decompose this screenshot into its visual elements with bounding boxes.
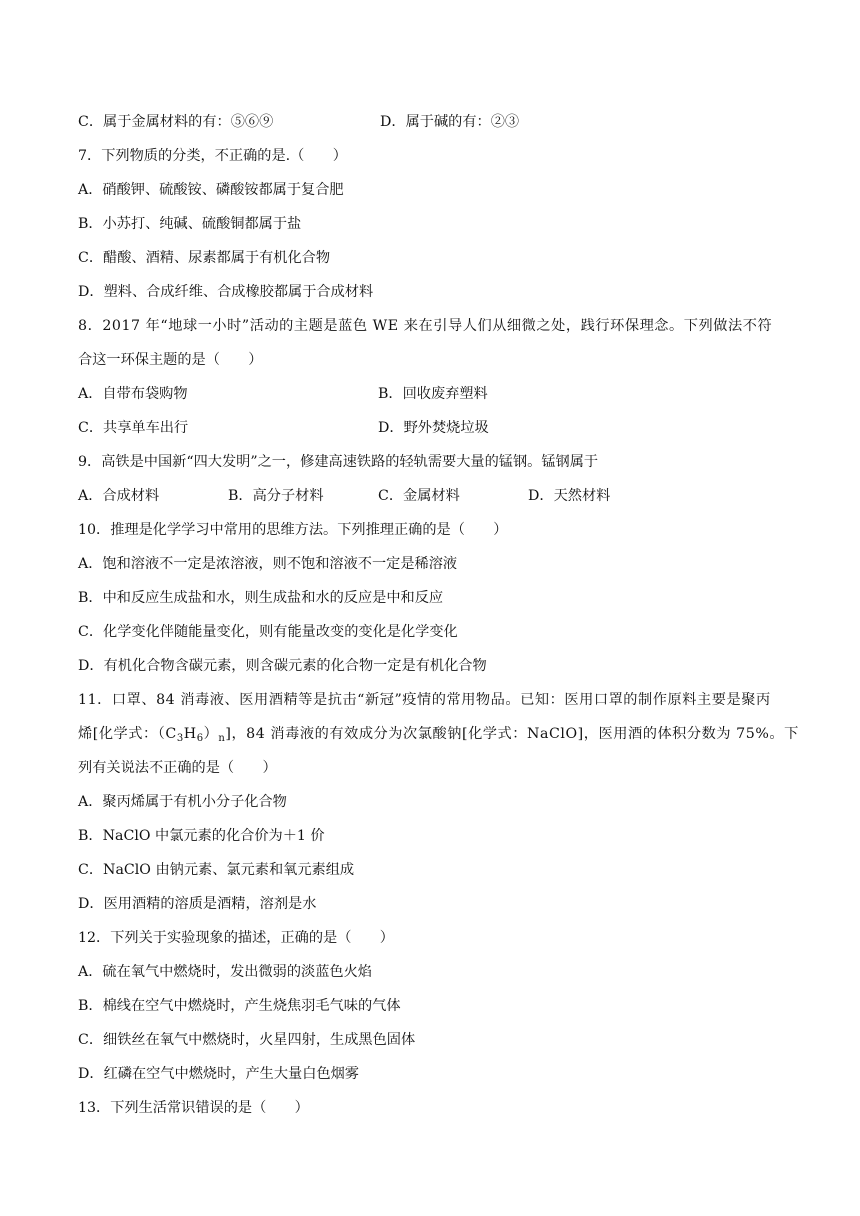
question-12: 12．下列关于实验现象的描述，正确的是（ ） [78, 930, 394, 946]
option-b: B．高分子材料 [228, 488, 324, 504]
option-a: A．合成材料 [78, 488, 160, 504]
subscript: 6 [196, 733, 204, 744]
option-a: A．饱和溶液不一定是浓溶液，则不饱和溶液不一定是稀溶液 [78, 556, 458, 572]
question-11-continued: 列有关说法不正确的是（ ） [78, 760, 277, 776]
option-b: B．回收废弃塑料 [378, 386, 488, 402]
option-c: C．化学变化伴随能量变化，则有能量改变的变化是化学变化 [78, 624, 458, 640]
option-d: D．医用酒精的溶质是酒精，溶剂是水 [78, 896, 317, 912]
question-9: 9．高铁是中国新“四大发明”之一，修建高速铁路的轻轨需要大量的锰钢。锰钢属于 [78, 454, 599, 470]
option-d: D．野外焚烧垃圾 [378, 420, 489, 436]
option-c: C．共享单车出行 [78, 420, 189, 436]
option-c: C．细铁丝在氧气中燃烧时，火星四射，生成黑色固体 [78, 1032, 416, 1048]
option-a: A．自带布袋购物 [78, 386, 188, 402]
option-c: C．醋酸、酒精、尿素都属于有机化合物 [78, 250, 331, 266]
option-c: C．NaClO 由钠元素、氯元素和氧元素组成 [78, 862, 355, 878]
option-c: C．属于金属材料的有：⑤⑥⑨ [78, 114, 274, 130]
question-10: 10．推理是化学学习中常用的思维方法。下列推理正确的是（ ） [78, 522, 508, 538]
formula-text: 烯[化学式：（C [78, 726, 177, 742]
question-8: 8．2017 年“地球一小时”活动的主题是蓝色 WE 来在引导人们从细微之处，践行环保理念。下列做法不符 [78, 318, 773, 334]
question-8-continued: 合这一环保主题的是（ ） [78, 352, 263, 368]
subscript: n [218, 733, 226, 744]
question-11: 11．口罩、84 消毒液、医用酒精等是抗击“新冠”疫情的常用物品。已知：医用口罩的制作原料主要是聚丙 [78, 692, 771, 708]
option-b: B．中和反应生成盐和水，则生成盐和水的反应是中和反应 [78, 590, 444, 606]
option-b: B．棉线在空气中燃烧时，产生烧焦羽毛气味的气体 [78, 998, 401, 1014]
question-11-continued [78, 724, 799, 744]
subscript: 3 [176, 733, 184, 744]
option-b: B．小苏打、纯碱、硫酸铜都属于盐 [78, 216, 302, 232]
option-b: B．NaClO 中氯元素的化合价为＋1 价 [78, 828, 325, 844]
formula-text: ]，84 消毒液的有效成分为次氯酸钠[化学式：NaClO]，医用酒的体积分数为 75%。下 [225, 726, 799, 742]
option-a: A．聚丙烯属于有机小分子化合物 [78, 794, 287, 810]
option-d: D．塑料、合成纤维、合成橡胶都属于合成材料 [78, 284, 374, 300]
option-d: D．天然材料 [528, 488, 611, 504]
option-c: C．金属材料 [378, 488, 460, 504]
option-a: A．硝酸钾、硫酸铵、磷酸铵都属于复合肥 [78, 182, 344, 198]
formula-text: H [183, 726, 197, 742]
option-d: D．属于碱的有：②③ [380, 114, 520, 130]
question-13: 13．下列生活常识错误的是（ ） [78, 1100, 309, 1116]
option-a: A．硫在氧气中燃烧时，发出微弱的淡蓝色火焰 [78, 964, 372, 980]
formula-text: ） [203, 726, 219, 742]
option-d: D．红磷在空气中燃烧时，产生大量白色烟雾 [78, 1066, 359, 1082]
question-7: 7．下列物质的分类，不正确的是.（ ） [78, 148, 347, 164]
option-d: D．有机化合物含碳元素，则含碳元素的化合物一定是有机化合物 [78, 658, 487, 674]
